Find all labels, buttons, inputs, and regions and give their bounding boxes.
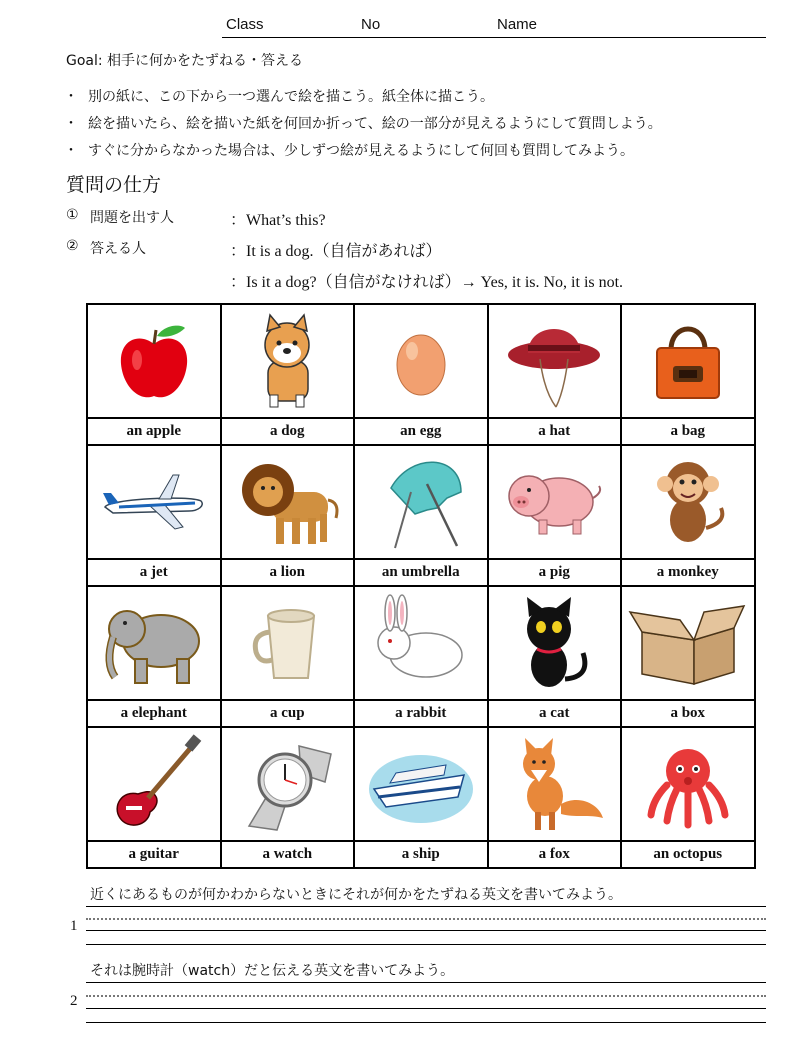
- caption: a hat: [488, 418, 622, 445]
- howto-title: 質問の仕方: [66, 174, 162, 196]
- caption: a watch: [221, 841, 355, 868]
- caption: a fox: [488, 841, 622, 868]
- answer-guide-line: [86, 995, 766, 997]
- step1-text: ：What’s this?: [230, 212, 326, 229]
- goal: Goal: 相手に何かをたずねる・答える: [66, 53, 304, 69]
- step1-role: 問題を出す人: [90, 210, 174, 226]
- fox-icon: [499, 734, 609, 834]
- monkey-icon: [643, 452, 733, 552]
- caption: a pig: [488, 559, 622, 586]
- caption: a dog: [221, 418, 355, 445]
- caption: a monkey: [621, 559, 755, 586]
- question-2-prompt: それは腕時計（watch）だと伝える英文を書いてみよう。: [90, 963, 455, 979]
- egg-icon: [386, 321, 456, 401]
- caption: a guitar: [87, 841, 221, 868]
- step2-role: 答える人: [90, 241, 146, 257]
- guitar-icon: [104, 734, 204, 834]
- cell-octopus: [621, 727, 755, 841]
- instruction-item: ・ 別の紙に、この下から一つ選んで絵を描こう。紙全体に描こう。: [66, 84, 662, 111]
- no-label: No: [361, 16, 381, 33]
- watch-icon: [237, 734, 337, 834]
- picture-grid: [86, 303, 756, 869]
- cell-fox: [488, 727, 622, 841]
- instruction-item: ・ すぐに分からなかった場合は、少しずつ絵が見えるようにして何回も質問してみよう。: [66, 138, 662, 165]
- instruction-item: ・ 絵を描いたら、絵を描いた紙を何回か折って、絵の一部分が見えるようにして質問しよう。: [66, 111, 662, 138]
- cell-bag: [621, 304, 755, 418]
- step2-text: ：It is a dog.（自信があれば）: [230, 243, 442, 260]
- cell-pig: [488, 445, 622, 559]
- cat-icon: [509, 593, 599, 693]
- rabbit-icon: [366, 593, 476, 693]
- answer-line[interactable]: [86, 930, 766, 931]
- step2-marker: ②: [66, 238, 79, 254]
- caption: an egg: [354, 418, 488, 445]
- caption: a elephant: [87, 700, 221, 727]
- answer-line: [86, 982, 766, 983]
- cell-box: [621, 586, 755, 700]
- name-label: Name: [497, 16, 538, 33]
- caption: a rabbit: [354, 700, 488, 727]
- caption: an octopus: [621, 841, 755, 868]
- caption: an umbrella: [354, 559, 488, 586]
- caption: a cat: [488, 700, 622, 727]
- jet-icon: [99, 467, 209, 537]
- instructions: [66, 84, 662, 165]
- caption: a jet: [87, 559, 221, 586]
- cell-apple: [87, 304, 221, 418]
- box-icon: [628, 598, 748, 688]
- pig-icon: [499, 462, 609, 542]
- caption: a bag: [621, 418, 755, 445]
- caption: a cup: [221, 700, 355, 727]
- elephant-icon: [99, 593, 209, 693]
- cell-rabbit: [354, 586, 488, 700]
- cell-egg: [354, 304, 488, 418]
- cup-icon: [242, 598, 332, 688]
- answer-line[interactable]: [86, 1008, 766, 1009]
- cell-elephant: [87, 586, 221, 700]
- answer-line: [86, 944, 766, 945]
- cell-monkey: [621, 445, 755, 559]
- caption: a lion: [221, 559, 355, 586]
- cell-cat: [488, 586, 622, 700]
- octopus-icon: [643, 739, 733, 829]
- class-label: Class: [226, 16, 264, 33]
- cell-watch: [221, 727, 355, 841]
- question-2-number: 2: [70, 993, 78, 1009]
- cell-lion: [221, 445, 355, 559]
- answer-guide-line: [86, 918, 766, 920]
- cell-jet: [87, 445, 221, 559]
- caption: an apple: [87, 418, 221, 445]
- cell-cup: [221, 586, 355, 700]
- apple-icon: [109, 316, 199, 406]
- cell-guitar: [87, 727, 221, 841]
- cell-ship: [354, 727, 488, 841]
- bag-icon: [643, 316, 733, 406]
- caption: a box: [621, 700, 755, 727]
- ship-icon: [366, 739, 476, 829]
- step3-text: ：Is it a dog?（自信がなければ）→ Yes, it is. No, it is not.: [230, 274, 624, 291]
- question-1-number: 1: [70, 918, 78, 934]
- cell-dog: [221, 304, 355, 418]
- cell-umbrella: [354, 445, 488, 559]
- answer-line: [86, 1022, 766, 1023]
- caption: a ship: [354, 841, 488, 868]
- question-1-prompt: 近くにあるものが何かわからないときにそれが何かをたずねる英文を書いてみよう。: [90, 887, 622, 903]
- hat-icon: [504, 311, 604, 411]
- umbrella-icon: [371, 452, 471, 552]
- step1-marker: ①: [66, 207, 79, 223]
- lion-icon: [232, 452, 342, 552]
- header-line: [222, 37, 766, 38]
- cell-hat: [488, 304, 622, 418]
- dog-icon: [242, 311, 332, 411]
- answer-line: [86, 906, 766, 907]
